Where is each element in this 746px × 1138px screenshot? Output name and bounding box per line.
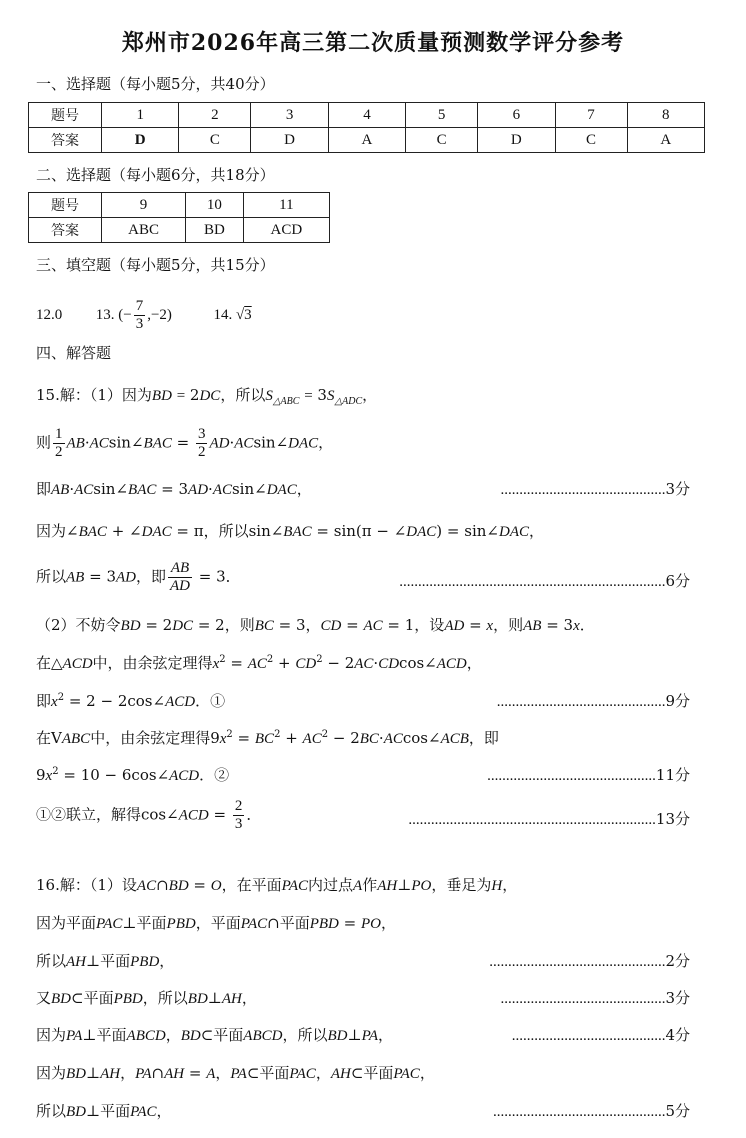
score-mark: ...............................................2分 xyxy=(489,952,690,970)
solution-line: 在VABC中，由余弦定理得$9x^2 = BC^2 + AC^2$ − 2BC·ACcos∠ACB，即 xyxy=(36,729,499,747)
solution-line: （2）不妨令BD = 2DC = 2，则BC = 3，CD = AC = 1，设AD = x，则AB = 3x． xyxy=(36,616,595,634)
table-cell: BD xyxy=(186,218,244,243)
table-cell: 9 xyxy=(102,193,186,218)
solution-line: 即AB·ACsin∠BAC = 3AD·ACsin∠DAC， xyxy=(36,480,312,498)
section-1-heading: 一、选择题（每小题5分，共40分） xyxy=(36,75,275,93)
solution-line: 即$x^2 = 2$ − 2cos∠ACD．① xyxy=(36,692,226,710)
table-cell: 1 xyxy=(102,103,179,128)
table-cell: 6 xyxy=(478,103,555,128)
solution-line: 所以AH⊥平面PBD， xyxy=(36,952,175,970)
solution-line: 所以AB = 3AD，即 $\frac{AB}{AD}$ = 3． xyxy=(36,560,241,594)
answer-14-label: 14. xyxy=(213,306,233,323)
answer-table-2 xyxy=(28,192,330,243)
table-cell: ACD xyxy=(243,218,329,243)
solution-line: 15.解：（1）因为BD = 2DC，所以$S_{\triangle ABC} = 3S_{\triangle ADC}$， xyxy=(36,386,378,407)
table-cell: C xyxy=(406,128,478,153)
table-cell: A xyxy=(328,128,405,153)
score-mark: ..................................................................13分 xyxy=(408,810,690,828)
fill-answers xyxy=(36,298,252,333)
score-mark: .........................................4分 xyxy=(511,1026,690,1044)
table-row xyxy=(29,193,330,218)
table-cell: D xyxy=(251,128,328,153)
table-row xyxy=(29,218,330,243)
answer-13-label: 13. xyxy=(95,306,115,323)
table-cell: 7 xyxy=(555,103,627,128)
table-row xyxy=(29,128,705,153)
table-cell: 答案 xyxy=(29,218,102,243)
solution-line: 因为BD⊥AH，PA∩AH = A，PA⊂平面PAC，AH⊂平面PAC， xyxy=(36,1064,435,1082)
solution-line: 16.解：（1）设AC∩BD = O，在平面PAC内过点A作AH⊥PO，垂足为H， xyxy=(36,876,518,894)
section-4-heading: 四、解答题 xyxy=(36,344,112,362)
table-cell: 题号 xyxy=(29,193,102,218)
table-cell: 8 xyxy=(627,103,704,128)
table-cell: D xyxy=(478,128,555,153)
solution-line: 因为平面PAC⊥平面PBD，平面PAC∩平面PBD = PO， xyxy=(36,914,396,932)
table-cell: 答案 xyxy=(29,128,102,153)
score-mark: ..............................................5分 xyxy=(492,1102,690,1120)
section-3-heading: 三、填空题（每小题5分，共15分） xyxy=(36,256,275,274)
table-cell: A xyxy=(627,128,704,153)
table-cell: 4 xyxy=(328,103,405,128)
score-mark: ............................................3分 xyxy=(500,989,690,1007)
page-title: 郑州市2026年高三第二次质量预测数学评分参考 xyxy=(121,30,625,56)
answer-table-1 xyxy=(28,102,705,153)
table-cell: 10 xyxy=(186,193,244,218)
solution-line: 所以BD⊥平面PAC， xyxy=(36,1102,172,1120)
table-row xyxy=(29,103,705,128)
solution-line: ①②联立，解得cos∠ACD = $\frac{2}{3}$ ． xyxy=(36,798,262,832)
solution-line: 又BD⊂平面PBD，所以BD⊥AH， xyxy=(36,989,257,1007)
score-mark: .............................................9分 xyxy=(496,692,690,710)
score-mark: ............................................3分 xyxy=(500,480,690,498)
table-cell: 题号 xyxy=(29,103,102,128)
table-cell: 11 xyxy=(243,193,329,218)
table-cell: 5 xyxy=(406,103,478,128)
table-cell: 2 xyxy=(179,103,251,128)
solution-line: $9x^2 = 10$ − 6cos∠ACD．② xyxy=(36,766,230,784)
answer-12: 12.0 xyxy=(36,306,63,323)
score-mark: .......................................................................6分 xyxy=(399,572,690,590)
solution-line: 因为∠BAC + ∠DAC = π，所以sin∠BAC = sin(π − ∠DAC) = sin∠DAC， xyxy=(36,522,544,540)
table-cell: 3 xyxy=(251,103,328,128)
solution-line: 在△ACD中，由余弦定理得$x^2 = AC^2 + CD^2$ − 2AC·CDcos∠ACD， xyxy=(36,654,482,672)
score-mark: .............................................11分 xyxy=(487,766,690,784)
table-cell: C xyxy=(179,128,251,153)
answer-14: √3 xyxy=(235,306,252,323)
answer-13: (− $\frac{7}{3}$ ,−2) xyxy=(118,298,172,332)
table-cell: ABC xyxy=(102,218,186,243)
solution-line: 因为PA⊥平面ABCD，BD⊂平面ABCD，所以BD⊥PA， xyxy=(36,1026,394,1044)
table-cell: C xyxy=(555,128,627,153)
section-2-heading: 二、选择题（每小题6分，共18分） xyxy=(36,166,275,184)
solution-line: 则 $\frac{1}{2}$ AB·ACsin∠BAC = $\frac{3}{2}$ AD·ACsin∠DAC， xyxy=(36,426,334,460)
table-cell: D xyxy=(102,128,179,153)
